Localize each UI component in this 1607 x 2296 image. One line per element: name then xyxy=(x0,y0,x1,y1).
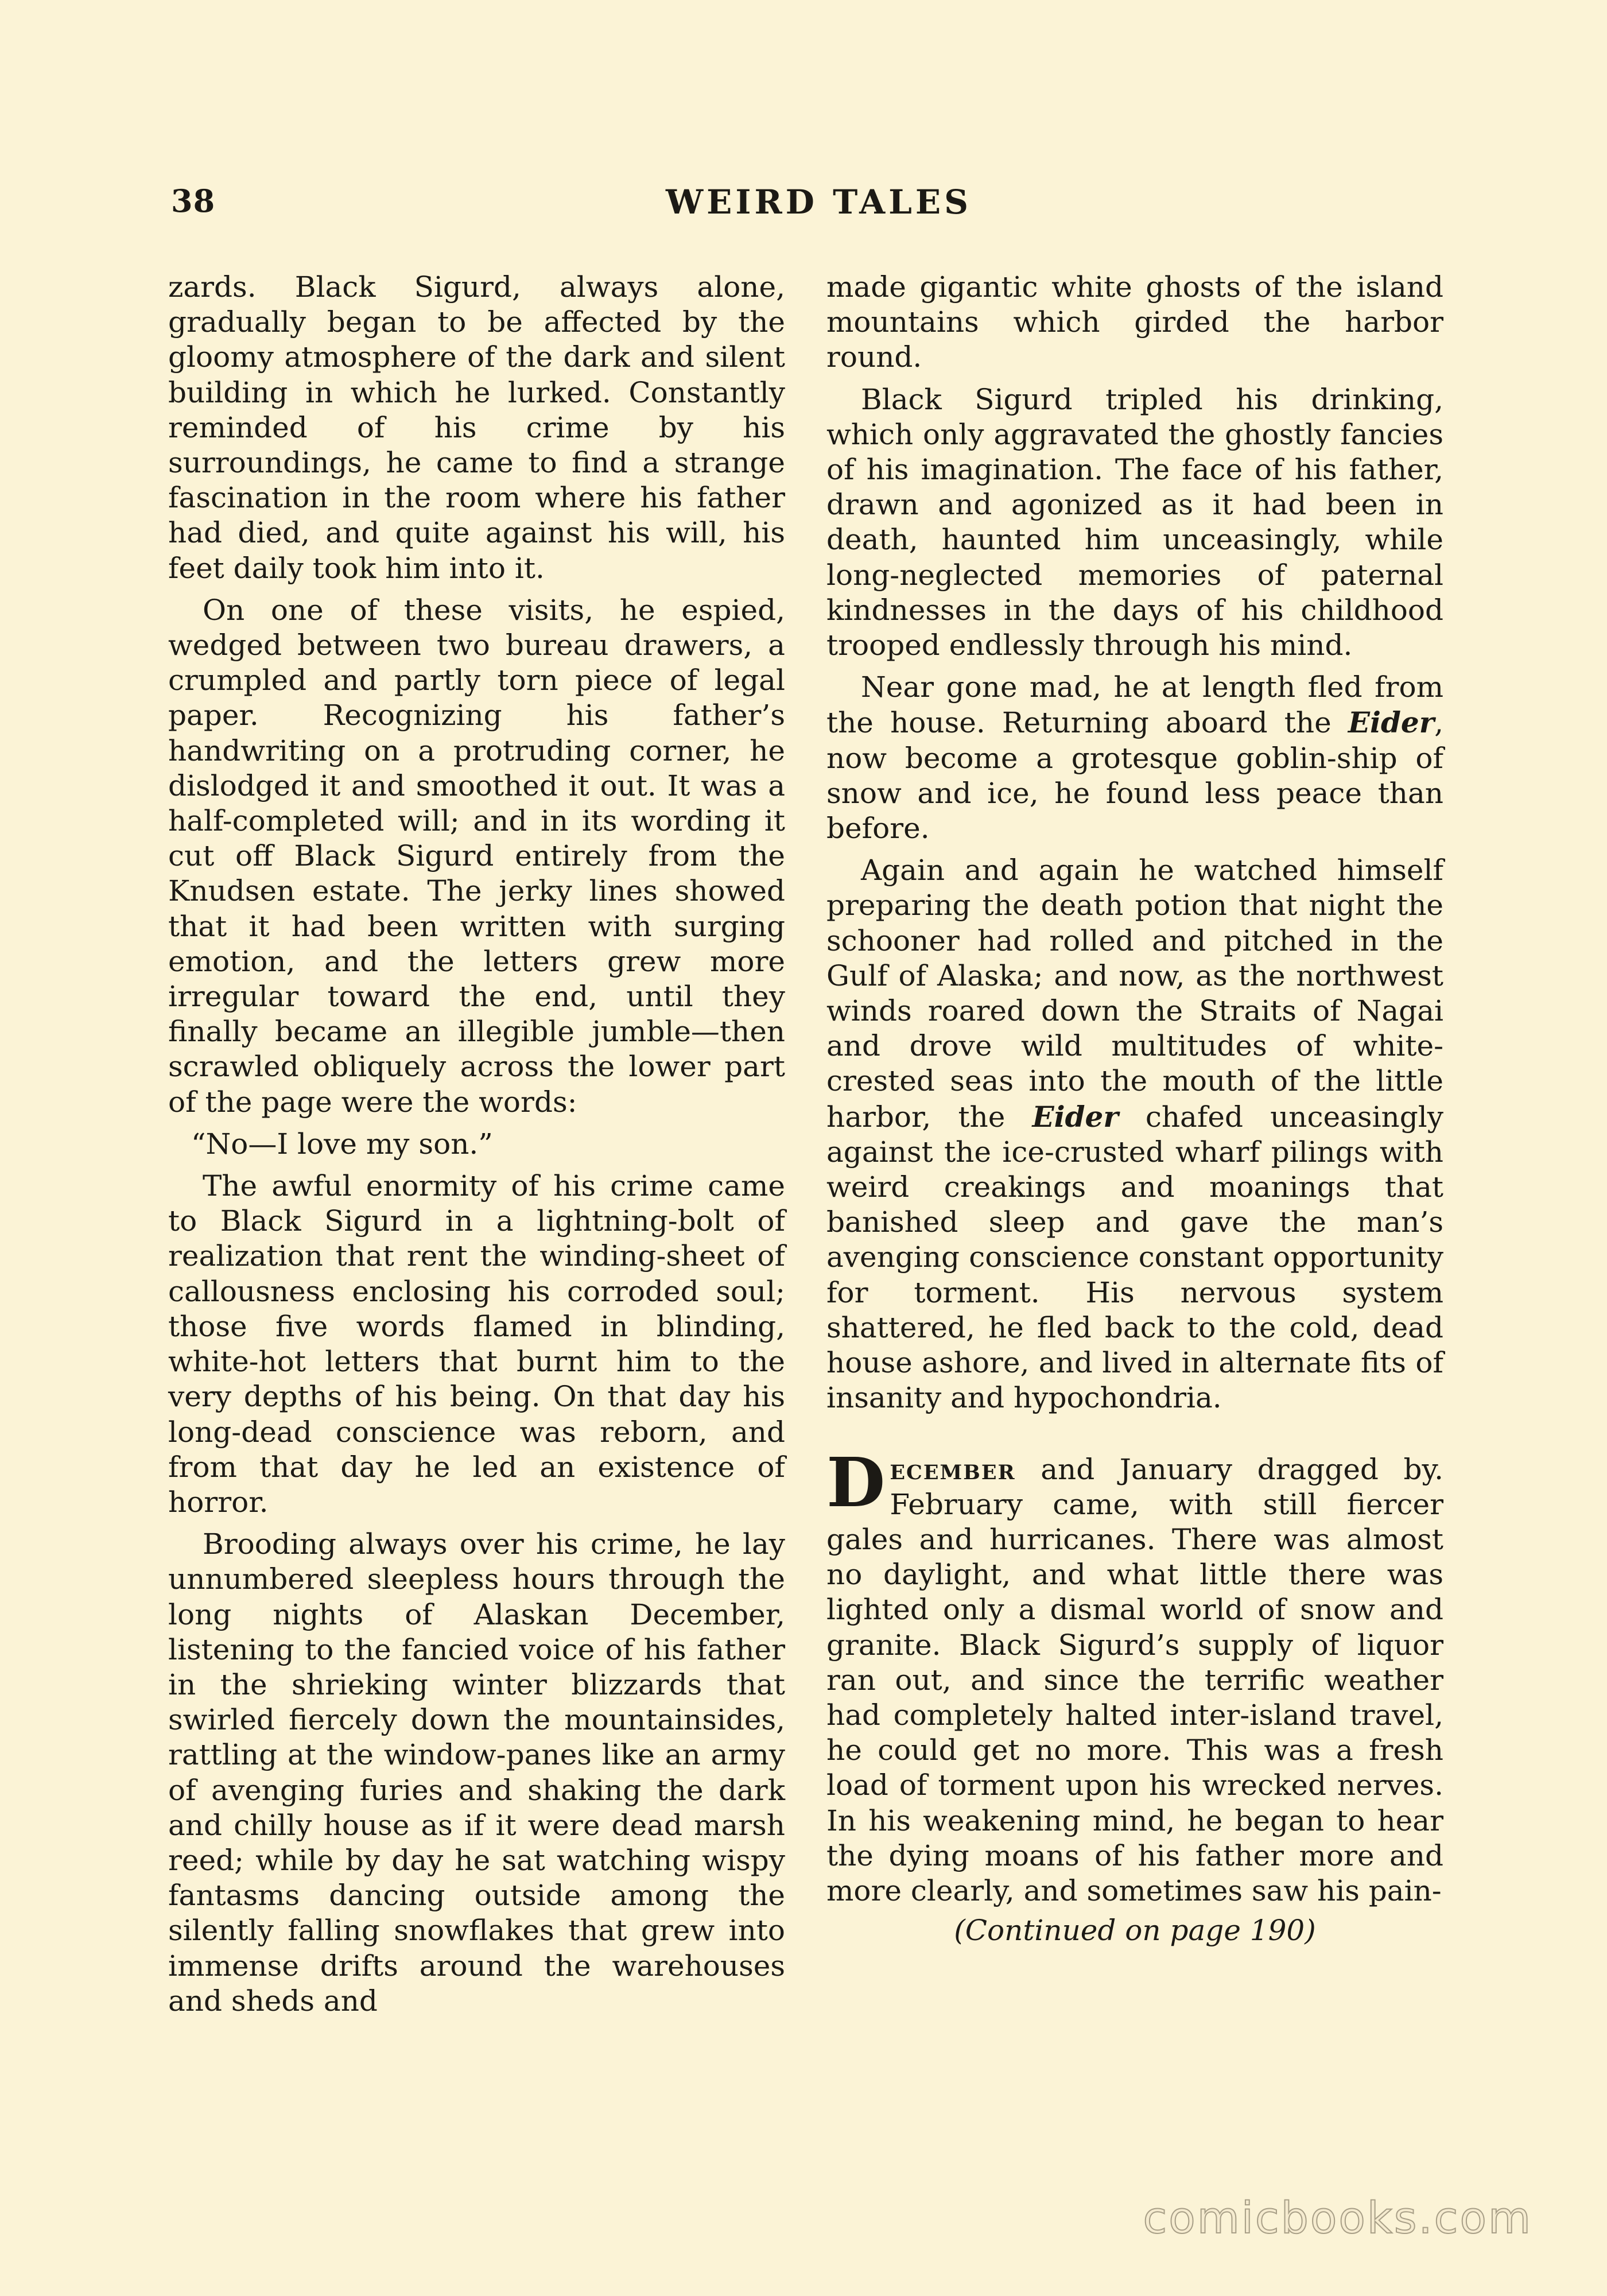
small-caps-word: ecember xyxy=(890,1452,1016,1486)
ship-name: Eider xyxy=(1348,705,1435,740)
left-paragraph-4: Brooding always over his crime, he lay unnumbered sleepless hours through the long nights of Alaskan December, listening to the fancied voice of his father in the shrieking winter blizzards that swirled fiercely down the mountainsides, rattling at the window-panes like an army of avenging furies and shaking the dark and chilly house as if it were dead marsh reed; while by day he sat watching wispy fantasms dancing outside among the silently falling snowflakes that grew into immense drifts around the warehouses and sheds and xyxy=(168,1527,785,2018)
left-paragraph-3: The awful enormity of his crime came to Black Sigurd in a lightning-bolt of realization that rent the winding-sheet of callousness enclosing his corroded soul; those five words flamed in blinding, white-hot letters that burnt him to the very depths of his being. On that day his long-dead conscience was reborn, and from that day he led an existence of horror. xyxy=(168,1169,785,1519)
right-paragraph-2: Black Sigurd tripled his drinking, which only aggravated the ghostly fancies of his imagination. The face of his father, drawn and agonized as it had been in death, haunted him unceasingly, while long-neglected memories of paternal kindnesses in the days of his childhood trooped endlessly through his mind. xyxy=(826,382,1443,662)
right-paragraph-5 xyxy=(826,1442,1443,1909)
running-head: WEIRD TALES xyxy=(666,183,972,222)
section-break xyxy=(826,1416,1443,1452)
right-paragraph-3 xyxy=(826,670,1443,846)
ship-name: Eider xyxy=(1032,1099,1119,1134)
right-paragraph-4 xyxy=(826,853,1443,1415)
paragraph-text: , now become a grotesque goblin-ship of snow and ice, he found less peace than before. xyxy=(826,706,1443,846)
paragraph-text: Near gone mad, he at length fled from the house. Returning aboard the xyxy=(826,670,1443,740)
page-number: 38 xyxy=(171,183,216,219)
paragraph-text: chafed unceasingly against the ice-crusted wharf pilings with weird creakings and moanings that banished sleep and gave the man’s avenging conscience constant opportunity for torment. His nervous system shattered, he fled back to the cold, dead house ashore, and lived in alternate fits of insanity and hypochondria. xyxy=(826,1100,1444,1415)
left-paragraph-2: On one of these visits, he espied, wedged between two bureau drawers, a crumpled and partly torn piece of legal paper. Recognizing his father’s handwriting on a protruding corner, he dislodged it and smoothed it out. It was a half-completed will; and in its wording it cut off Black Sigurd entirely from the Knudsen estate. The jerky lines showed that it had been written with surging emotion, and the letters grew more irregular toward the end, until they finally became an illegible jumble—then scrawled obliquely across the lower part of the page were the words: xyxy=(168,593,785,1119)
left-column xyxy=(168,270,785,2019)
page-header xyxy=(0,172,1607,235)
right-column xyxy=(826,270,1443,1948)
paragraph-text: Again and again he watched himself preparing the death potion that night the schooner had rolled and pitched in the Gulf of Alaska; and now, as the northwest winds roared down the Straits of Nagai and drove wild multitudes of white-crested seas into the mouth of the little harbor, the xyxy=(826,854,1443,1134)
drop-cap: D xyxy=(826,1442,886,1522)
right-paragraph-1: made gigantic white ghosts of the island mountains which girded the harbor round. xyxy=(826,270,1443,374)
continued-note: (Continued on page 190) xyxy=(954,1914,1316,1948)
left-paragraph-1: zards. Black Sigurd, always alone, gradually began to be affected by the gloomy atmosphere of the dark and silent building in which he lurked. Constantly reminded of his crime by his surroundings, he came to find a strange fascination in the room where his father had died, and quite against his will, his feet daily took him into it. xyxy=(168,270,785,585)
watermark: comicbooks.com xyxy=(1143,2192,1532,2243)
paragraph-text: and January dragged by. February came, with still fiercer gales and hurricanes. There was almost no daylight, and what little there was lighted only a dismal world of snow and granite. Black Sigurd’s supply of liquor ran out, and since the terrific weather had completely halted inter-island travel, he could get no more. This was a fresh load of torment upon his wrecked nerves. In his weakening mind, he began to hear the dying moans of his father more and more clearly, and sometimes saw his pain- xyxy=(826,1452,1443,1907)
quoted-words: “No—I love my son.” xyxy=(191,1127,493,1161)
